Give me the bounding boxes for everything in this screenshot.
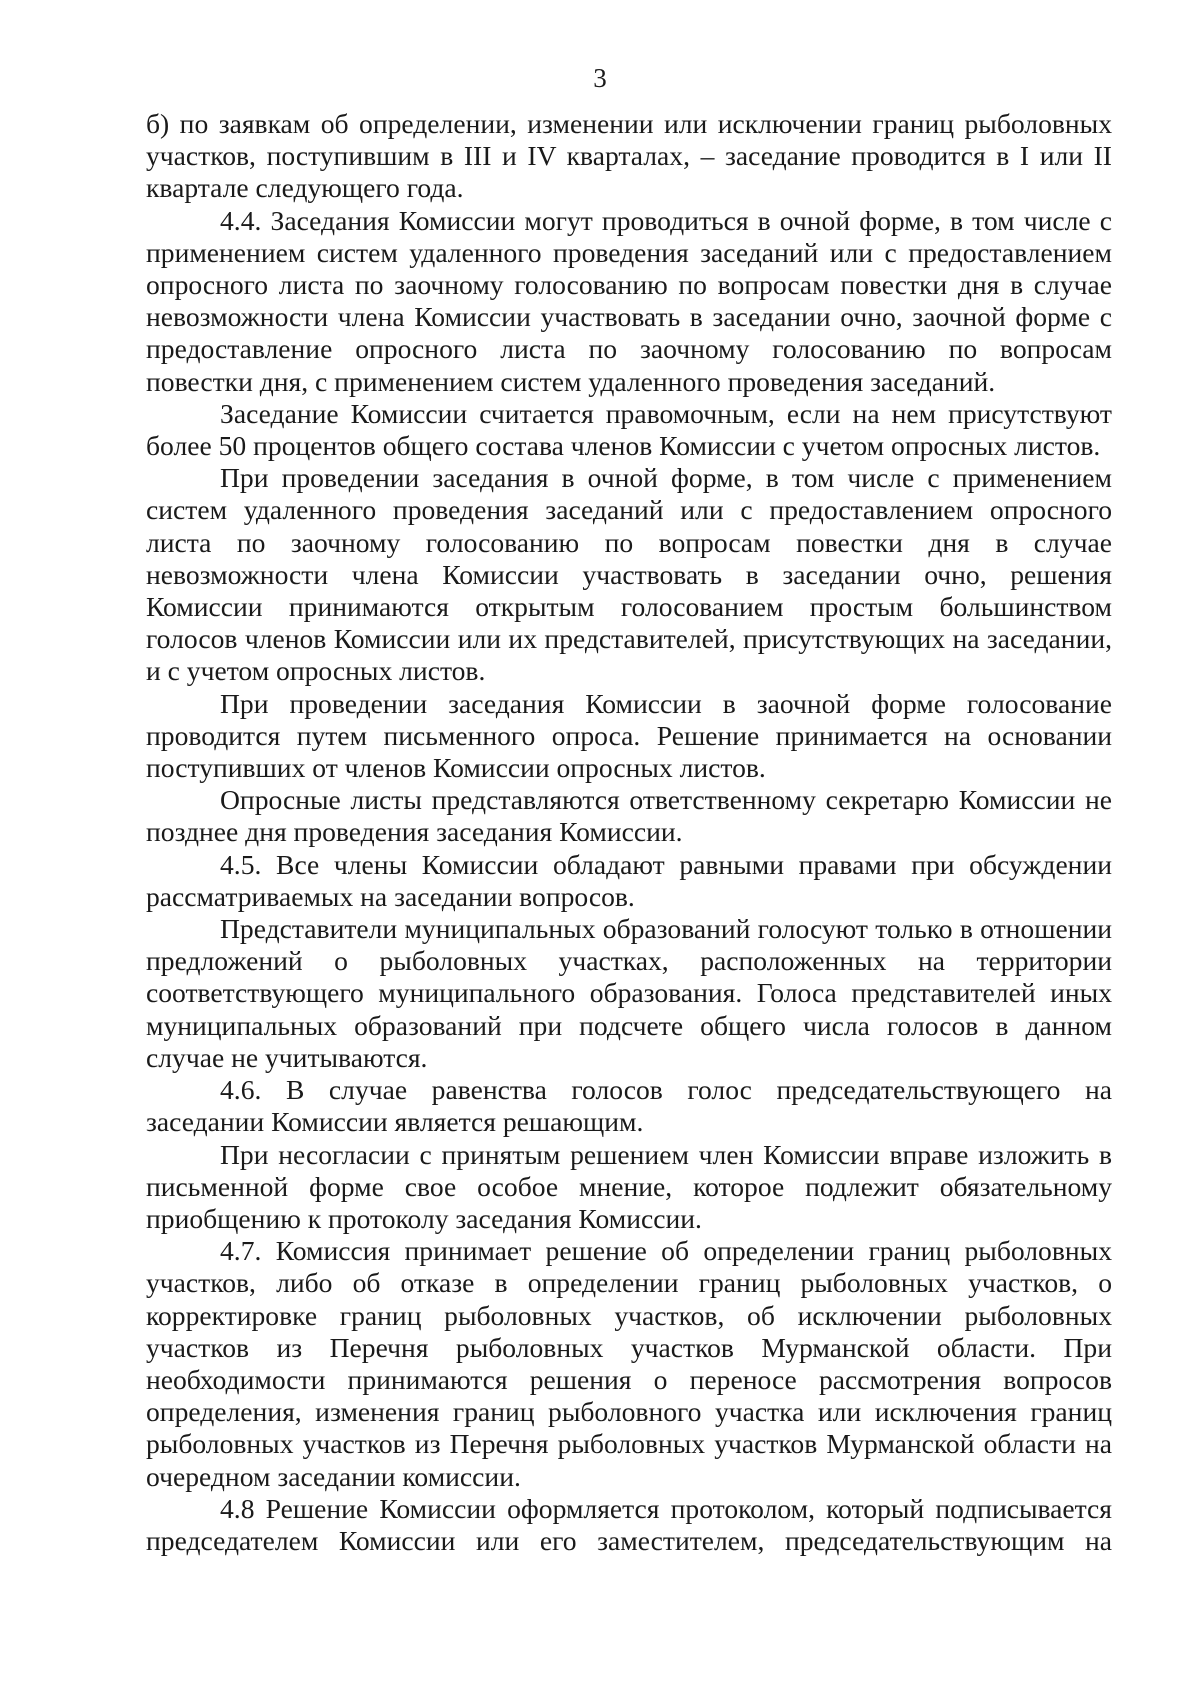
paragraph-absentee-voting: При проведении заседания Комиссии в заочной форме голосование проводится путем письменного опроса. Решение принимается на основании поступивших от членов Комиссии опросных листов. — [146, 687, 1112, 784]
paragraph-4-6: 4.6. В случае равенства голосов голос председательствующего на заседании Комиссии является решающим. — [146, 1074, 1112, 1138]
paragraph-dissenting-opinion: При несогласии с принятым решением член Комиссии вправе изложить в письменной форме свое особое мнение, которое подлежит обязательному приобщению к протоколу заседания Комиссии. — [146, 1138, 1112, 1234]
paragraph-questionnaires: Опросные листы представляются ответственному секретарю Комиссии не позднее дня проведения заседания Комиссии. — [146, 784, 1112, 848]
paragraph-quorum: Заседание Комиссии считается правомочным, если на нем присутствуют более 50 процентов общего состава членов Комиссии с учетом опросных листов. — [146, 397, 1112, 462]
paragraph-4-7: 4.7. Комиссия принимает решение об определении границ рыболовных участков, либо об отказе в определении границ рыболовных участков, о корректировке границ рыболовных участков, об исключении рыболовных участков из Перечня рыболовных участков Мурманской области. При необходимости принимаются решения о переносе рассмотрения вопросов определения, изменения границ рыболовного участка или исключения границ рыболовных участков из Перечня рыболовных участков Мурманской области на очередном заседании комиссии. — [146, 1235, 1112, 1492]
page-number: 3 — [593, 63, 607, 93]
paragraph-in-person-voting: При проведении заседания в очной форме, в том числе с применением систем удаленного проведения заседаний или с предоставлением опросного листа по заочному голосованию по вопросам повестки дня в случае невозможности члена Комиссии участвовать в заседании очно, решения Комиссии принимаются открытым голосованием простым большинством голосов членов Комиссии или их представителей, присутствующих на заседании, и с учетом опросных листов. — [146, 462, 1112, 687]
paragraph-4-8: 4.8 Решение Комиссии оформляется протоколом, который подписывается председателем Комиссии или его заместителем, председательствующим на — [146, 1492, 1112, 1556]
paragraph-municipal-representatives: Представители муниципальных образований голосуют только в отношении предложений о рыболовных участках, расположенных на территории соответствующего муниципального образования. Голоса представителей иных муниципальных образований при подсчете общего числа голосов в данном случае не учитываются. — [146, 913, 1112, 1073]
document-body — [146, 108, 1112, 1557]
paragraph-4-4: 4.4. Заседания Комиссии могут проводиться в очной форме, в том числе с применением систем удаленного проведения заседаний или с предоставлением опросного листа по заочному голосованию по вопросам повестки дня в случае невозможности члена Комиссии участвовать в заседании очно, заочной форме с предоставление опросного листа по заочному голосованию по вопросам повестки дня, с применением систем удаленного проведения заседаний. — [146, 204, 1112, 397]
paragraph-b-quarters: б) по заявкам об определении, изменении или исключении границ рыболовных участков, поступившим в III и IV кварталах, – заседание проводится в I или II квартале следующего года. — [146, 108, 1112, 204]
paragraph-4-5: 4.5. Все члены Комиссии обладают равными правами при обсуждении рассматриваемых на заседании вопросов. — [146, 848, 1112, 912]
